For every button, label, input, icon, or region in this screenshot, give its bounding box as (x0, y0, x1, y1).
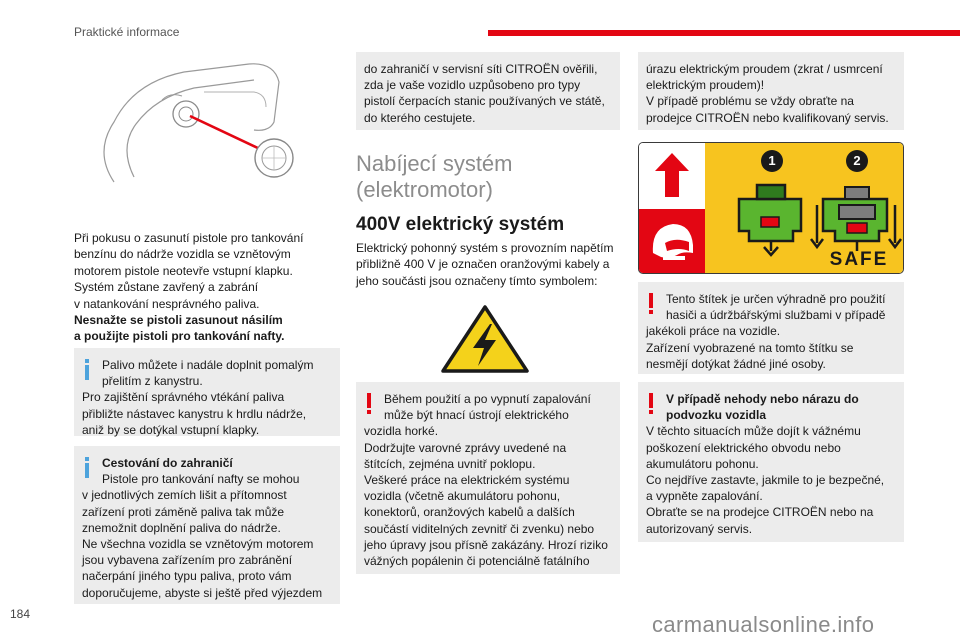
label-arrow-panel (639, 143, 705, 209)
text-line: jeho úpravy jsou přísně zakázány. Hrozí riziko (364, 537, 608, 552)
text-line: zařízení proti záměně paliva tak může (82, 504, 285, 519)
text-line: Elektrický pohonný systém s provozním napětím (356, 241, 614, 255)
firefighter-helmet-icon (639, 209, 705, 274)
text-line: může být hnací ústrojí elektrického (384, 408, 569, 423)
warning-icon (646, 393, 656, 415)
system-description (356, 240, 620, 289)
text-line: Pistole pro tankování nafty se mohou (102, 472, 300, 487)
info-box-continued (356, 52, 620, 130)
text-line: elektrickým proudem)! (646, 78, 765, 93)
text-line: doporučujeme, abyste si ještě před výjezdem (82, 585, 323, 600)
text-line: součástí viditelných zevnitř či zvenku) nebo (364, 521, 595, 536)
text-line: Tento štítek je určen výhradně pro použití (666, 292, 886, 306)
text-line: v jednotlivých zemích lišit a přítomnost (82, 488, 287, 503)
info-box-travel-abroad (74, 446, 340, 604)
text-line: štítcích, zejména uvnitř poklopu. (364, 456, 536, 471)
text-line: jakékoli práce na vozidle. (646, 324, 781, 339)
text-line: jeho součásti jsou označeny tímto symbolem: (356, 273, 598, 288)
page-number: 184 (10, 607, 31, 621)
safe-text: SAFE (829, 249, 889, 270)
text-line: Dodržujte varovné zprávy uvedené na (364, 440, 567, 455)
text-line: Palivo můžete i nadále doplnit pomalým (102, 358, 314, 372)
safety-label (638, 142, 904, 274)
text-line: aniž by se dotýkal vstupní klapky. (82, 422, 260, 437)
section-header: Praktické informace (74, 25, 180, 39)
text-line: přibližně 400 V je označen oranžovými kabely a (356, 257, 610, 272)
info-icon (82, 457, 92, 479)
section-title-line: (elektromotor) (356, 177, 493, 202)
text-line: načerpání jiného typu paliva, proto vám (82, 569, 292, 584)
subsection-title: 400V elektrický systém (356, 214, 565, 235)
warning-box-title: V případě nehody nebo nárazu do (666, 392, 859, 406)
text-line: do zahraničí v servisní síti CITROËN ověřili, (364, 62, 598, 76)
warning-box-hot-drivetrain (356, 382, 620, 574)
text-line: a vypněte zapalování. (646, 489, 763, 504)
label-firefighter-panel (639, 209, 705, 274)
text-line: vozidla horké. (364, 424, 439, 439)
intro-paragraph (74, 230, 340, 345)
warning-box-title: podvozku vozidla (666, 408, 767, 423)
text-line: nesmějí dotýkat žádné jiné osoby. (646, 356, 826, 371)
text-line: pistolí čerpacích stanic používaných ve státě, (364, 94, 605, 109)
text-line: Během použití a po vypnutí zapalování (384, 392, 591, 406)
text-line: motorem pistole neotevře vstupní klapku. (74, 263, 293, 278)
text-line: zda je vaše vozidlo uzpůsobeno pro typy (364, 78, 581, 93)
text-line: znemožnit doplnění paliva do nádrže. (82, 520, 281, 535)
text-line: Systém zůstane zavřený a zabrání (74, 280, 259, 295)
high-voltage-warning-icon (440, 304, 530, 374)
text-line: v natankování nesprávného paliva. (74, 296, 260, 311)
text-line: V těchto situacích může dojít k vážnému (646, 424, 861, 439)
text-line: vážných popálenin či potenciálně fatálního (364, 554, 590, 569)
label-yellow-panel (705, 143, 904, 274)
text-line: jsou vybavena zařízením pro zabránění (82, 553, 293, 568)
warning-box-accident (638, 382, 904, 542)
info-box-canister (74, 348, 340, 436)
text-line: Zařízení vyobrazené na tomto štítku se (646, 340, 854, 355)
warning-icon (646, 293, 656, 315)
section-title-line: Nabíjecí systém (356, 151, 513, 176)
warning-box-label-usage (638, 282, 904, 374)
fuel-filler-illustration (74, 52, 314, 212)
text-line: úrazu elektrickým proudem (zkrat / usmrcení (646, 62, 883, 76)
text-line: Veškeré práce na elektrickém systému (364, 473, 570, 488)
text-line: poškození elektrického obvodu nebo (646, 440, 841, 455)
text-line: konektorů, oranžových kabelů a dalších (364, 505, 575, 520)
text-line: Při pokusu o zasunutí pistole pro tankování (74, 231, 304, 245)
text-line: autorizovaný servis. (646, 521, 753, 536)
text-line: Ne všechna vozidla se vznětovým motorem (82, 537, 314, 552)
text-line: přelitím z kanystru. (102, 374, 203, 389)
step-number-2: 2 (853, 153, 861, 168)
section-title (356, 151, 620, 203)
text-line: benzínu do nádrže vozidla se vznětovým (74, 247, 291, 262)
warning-box-continued (638, 52, 904, 130)
text-line: přibližte nástavec kanystru k hrdlu nádrže, (82, 406, 307, 421)
arrow-up-icon (639, 143, 705, 209)
text-line: akumulátoru pohonu. (646, 456, 759, 471)
text-line-bold: Nesnažte se pistoli zasunout násilím (74, 313, 283, 328)
text-line: Pro zajištění správného vtékání paliva (82, 390, 285, 405)
warning-icon (364, 393, 374, 415)
text-line: vozidla (včetně akumulátoru pohonu, (364, 489, 561, 504)
text-line: hasiči a údržbářskými službami v případě (666, 308, 886, 323)
watermark: carmanualsonline.info (652, 612, 875, 637)
step-number-1: 1 (768, 153, 776, 168)
info-icon (82, 359, 92, 381)
text-line: Co nejdříve zastavte, jakmile to je bezpečné, (646, 473, 885, 488)
info-box-title: Cestování do zahraničí (102, 456, 233, 470)
header-accent-bar (488, 30, 960, 36)
text-line: V případě problému se vždy obraťte na (646, 94, 854, 109)
text-line-bold: a použijte pistoli pro tankování nafty. (74, 329, 285, 344)
text-line: prodejce CITROËN nebo kvalifikovaný servis. (646, 110, 889, 125)
text-line: Obraťte se na prodejce CITROËN nebo na (646, 505, 874, 520)
text-line: do kterého cestujete. (364, 110, 476, 125)
